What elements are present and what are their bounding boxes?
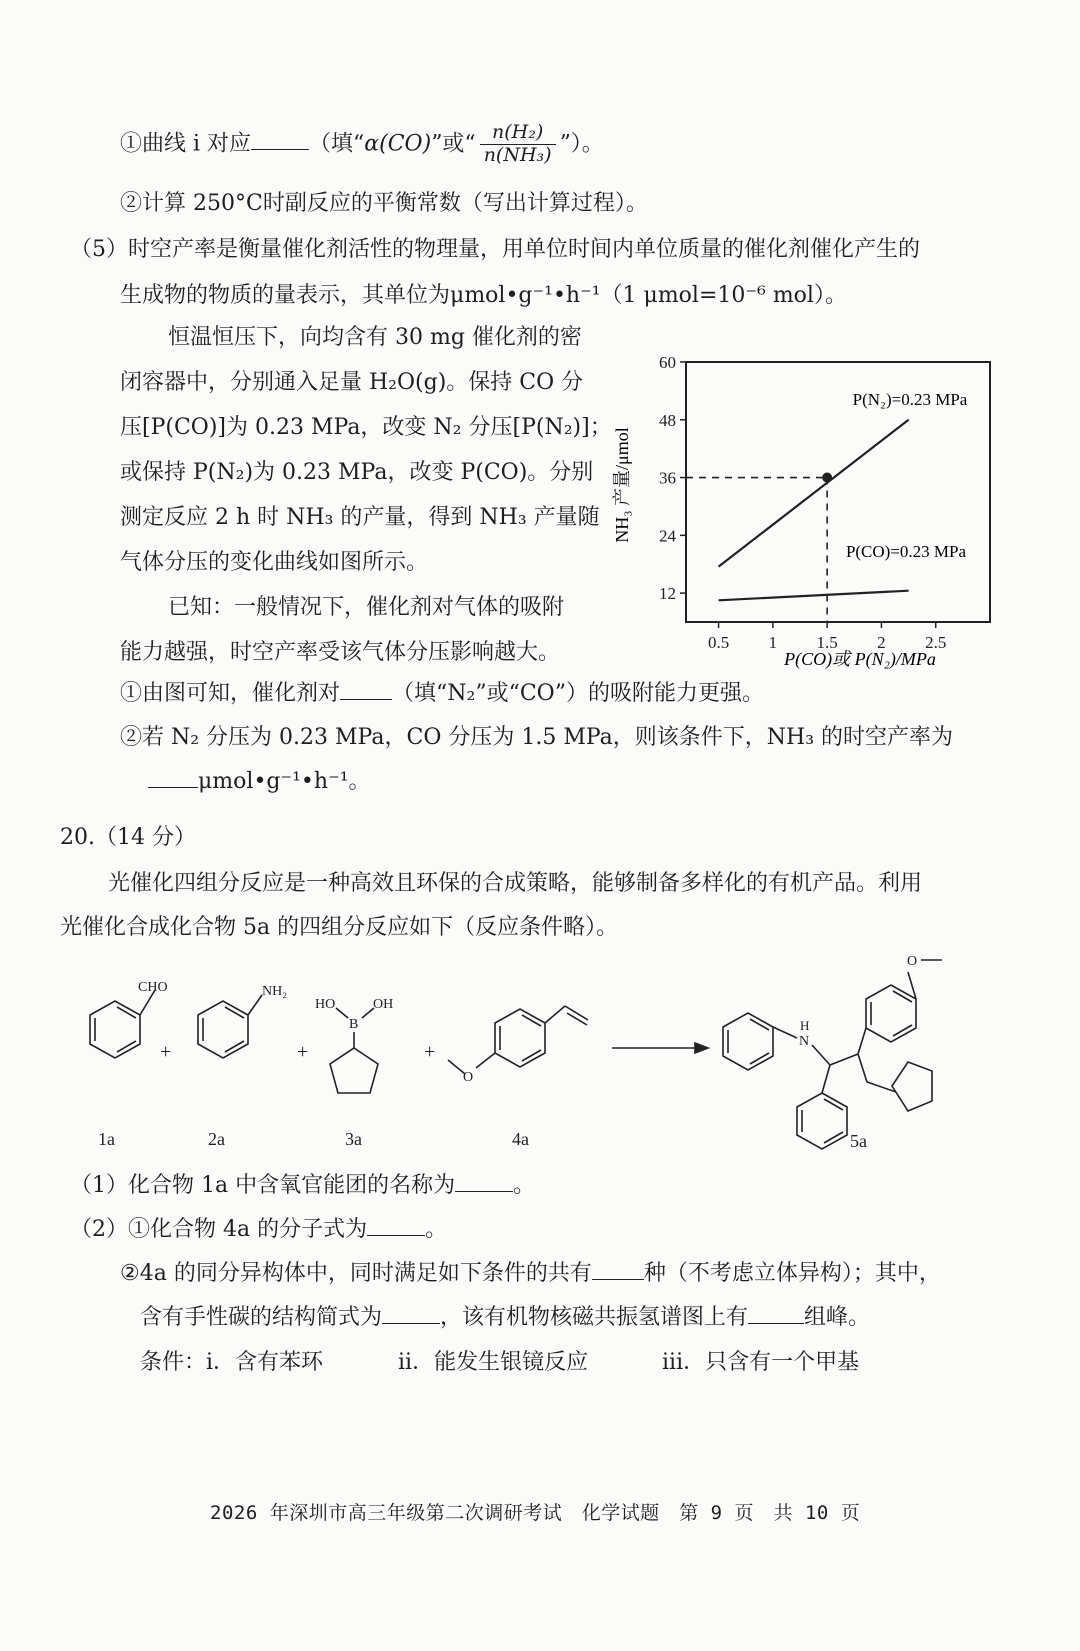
cyclopentane-ring — [892, 1062, 932, 1111]
plus-sign: + — [297, 1041, 309, 1063]
svg-text:N: N — [799, 1034, 810, 1049]
label-1a: 1a — [98, 1129, 115, 1149]
y-tick-label: 36 — [659, 468, 676, 488]
svg-text:NH₂: NH₂ — [262, 984, 288, 999]
q20-q2c: 含有手性碳的结构简式为 ，该有机物核磁共振氢谱图上有 组峰。 — [140, 1300, 870, 1331]
legend-co: P(CO)=0.23 MPa — [845, 542, 967, 561]
svg-text:B: B — [349, 1017, 359, 1032]
q4-sub2: ②计算 250°C时副反应的平衡常数（写出计算过程）。 — [120, 191, 648, 216]
answer-blank[interactable] — [148, 765, 198, 788]
answer-blank[interactable] — [592, 1257, 644, 1280]
q20-q2b: ②4a 的同分异构体中，同时满足如下条件的共有 种（不考虑立体异构）；其中， — [120, 1256, 941, 1287]
answer-blank[interactable] — [367, 1213, 425, 1236]
answer-blank[interactable] — [340, 677, 392, 700]
q20-header: 20.（14 分） — [60, 825, 196, 850]
svg-text:H: H — [800, 1018, 810, 1033]
benzene-ring — [797, 1093, 847, 1149]
compound-4a — [448, 1006, 588, 1149]
answer-blank[interactable] — [748, 1301, 804, 1324]
q5-para-line: 气体分压的变化曲线如图所示。 — [120, 550, 429, 575]
highlight-point — [822, 473, 832, 483]
cyclopentane-ring — [330, 1048, 378, 1093]
benzene-ring — [723, 1013, 773, 1070]
x-tick-label: 1 — [768, 633, 778, 652]
condition-ii: ii．能发生银镜反应 — [398, 1350, 589, 1375]
answer-blank[interactable] — [382, 1301, 440, 1324]
label-5a: 5a — [850, 1131, 867, 1151]
q5-known-line: 已知：一般情况下，催化剂对气体的吸附 — [168, 595, 565, 620]
benzene-ring — [198, 1001, 248, 1058]
x-tick-label: 1.5 — [816, 633, 838, 652]
legend-n2: P(N₂)=0.23 MPa — [852, 390, 968, 409]
svg-text:O: O — [907, 954, 918, 969]
ratio-fraction: $\frac{\text{n(H₂)}}{\text{n(NH₃)}}$ — [480, 122, 556, 167]
y-tick-label: 12 — [659, 584, 676, 604]
q5-para-line: 恒温恒压下，向均含有 30 mg 催化剂的密 — [168, 325, 582, 350]
arrow-head — [695, 1043, 708, 1053]
q5-sub2-unit: μmol•g⁻¹•h⁻¹。 — [148, 764, 371, 795]
plus-sign: + — [160, 1041, 172, 1063]
label-4a: 4a — [512, 1129, 529, 1149]
plus-sign: + — [424, 1041, 436, 1063]
benzene-ring — [90, 1001, 140, 1058]
compound-1a — [90, 980, 168, 1149]
q5-para-line: 或保持 P(N₂)为 0.23 MPa，改变 P(CO)。分别 — [120, 460, 594, 485]
q4-sub1: ①曲线 i 对应 （填“α(CO)”或“ $\frac{\text{n(H₂)}}{\text{n(NH₃)}}$ ”）。 — [120, 121, 604, 166]
condition-iii: iii．只含有一个甲基 — [662, 1350, 860, 1375]
q5-para-line: 压[P(CO)]为 0.23 MPa，改变 N₂ 分压[P(N₂)]； — [120, 415, 612, 440]
reaction-scheme — [40, 950, 1040, 1165]
condition-i: 条件：i．含有苯环 — [140, 1350, 324, 1375]
q5-known-line: 能力越强，时空产率受该气体分压影响越大。 — [120, 640, 561, 665]
answer-blank[interactable] — [455, 1169, 513, 1192]
x-axis-label: P(CO)或 P(N₂)/MPa — [784, 649, 936, 669]
x-tick-label: 0.5 — [707, 633, 730, 652]
svg-text:O: O — [463, 1070, 474, 1085]
q20-q1: （1）化合物 1a 中含氧官能团的名称为 。 — [70, 1168, 535, 1199]
compound-3a — [315, 997, 393, 1149]
q20-intro1: 光催化四组分反应是一种高效且环保的合成策略，能够制备多样化的有机产品。利用 — [108, 871, 923, 896]
x-tick-label: 2 — [877, 633, 886, 652]
x-tick-label: 2.5 — [925, 633, 947, 652]
series-line-co — [719, 591, 909, 601]
q20-intro2: 光催化合成化合物 5a 的四组分反应如下（反应条件略）。 — [60, 915, 619, 940]
page-footer: 2026 年深圳市高三年级第二次调研考试 化学试题 第 9 页 共 10 页 — [210, 1502, 861, 1524]
compound-5a — [723, 954, 942, 1151]
q20-q2: （2）①化合物 4a 的分子式为 。 — [70, 1212, 447, 1243]
q5-sub1: ①由图可知，催化剂对 （填“N₂”或“CO”）的吸附能力更强。 — [120, 676, 764, 707]
q5-para-line: 测定反应 2 h 时 NH₃ 的产量，得到 NH₃ 产量随 — [120, 505, 600, 530]
y-axis-label: NH₃ 产量/μmol — [612, 427, 632, 543]
q5-line2: 生成物的物质的量表示，其单位为μmol•g⁻¹•h⁻¹（1 μmol=10⁻⁶ mol）。 — [120, 283, 847, 308]
y-tick-label: 24 — [659, 526, 676, 546]
y-tick-label: 48 — [659, 410, 676, 430]
q5-para-line: 闭容器中，分别通入足量 H₂O(g)。保持 CO 分 — [120, 370, 584, 395]
answer-blank[interactable] — [251, 127, 309, 150]
benzene-ring — [495, 1009, 545, 1067]
compound-2a — [198, 984, 287, 1149]
q5-line1: （5）时空产率是衡量催化剂活性的物理量，用单位时间内单位质量的催化剂催化产生的 — [70, 237, 921, 262]
benzene-ring — [866, 985, 916, 1042]
nh3-yield-chart — [600, 335, 1000, 685]
y-tick-label: 60 — [659, 353, 676, 372]
q5-sub2: ②若 N₂ 分压为 0.23 MPa，CO 分压为 1.5 MPa，则该条件下，NH₃ 的时空产率为 — [120, 725, 954, 750]
svg-text:HO: HO — [315, 997, 336, 1012]
svg-text:OH: OH — [373, 997, 394, 1012]
label-2a: 2a — [208, 1129, 225, 1149]
svg-text:CHO: CHO — [138, 980, 168, 995]
label-3a: 3a — [345, 1129, 362, 1149]
